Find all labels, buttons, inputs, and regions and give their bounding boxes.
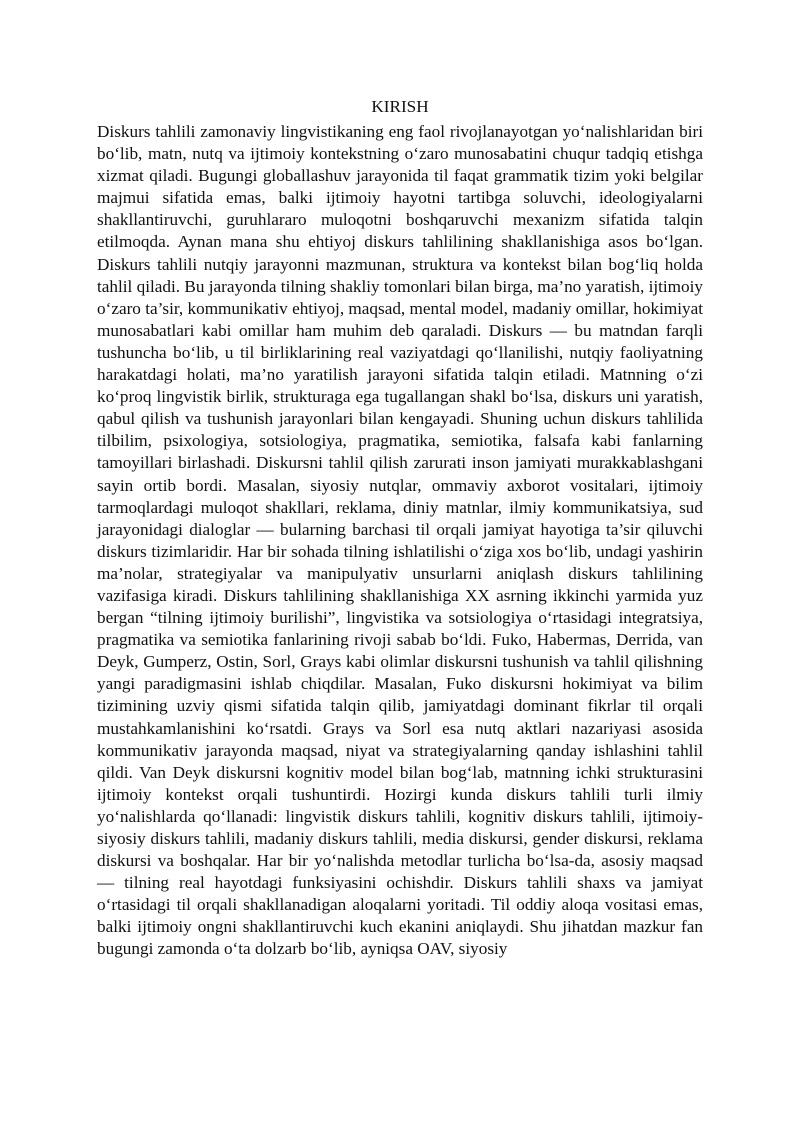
document-title: KIRISH xyxy=(371,97,429,116)
document-page xyxy=(97,96,703,961)
document-body-paragraph: Diskurs tahlili zamonaviy lingvistikaning eng faol rivojlanayotgan yo‘nalishlaridan biri bo‘lib, matn, nutq va ijtimoiy kontekstning o‘zaro munosabatini chuqur tadqiq etishga xizmat qiladi. Bugungi globallashuv jarayonida til faqat grammatik tizim yoki belgilar majmui sifatida emas, balki ijtimoiy hayotni tartibga soluvchi, ideologiyalarni shakllantiruvchi, guruhlararo muloqotni boshqaruvchi mexanizm sifatida talqin etilmoqda. Aynan mana shu ehtiyoj diskurs tahlilining shakllanishiga asos bo‘lgan. Diskurs tahlili nutqiy jarayonni mazmunan, struktura va kontekst bilan bog‘liq holda tahlil qiladi. Bu jarayonda tilning shakliy tomonlari bilan birga, ma’no yaratish, ijtimoiy o‘zaro ta’sir, kommunikativ ehtiyoj, maqsad, mental model, madaniy omillar, hokimiyat munosabatlari kabi omillar ham muhim deb qaraladi. Diskurs — bu matndan farqli tushuncha bo‘lib, u til birliklarining real vaziyatdagi qo‘llanilishi, nutqiy faoliyatning harakatdagi holati, ma’no yaratilish jarayoni sifatida talqin etiladi. Matnning o‘zi ko‘proq lingvistik birlik, strukturaga ega tugallangan shakl bo‘lsa, diskurs uni yaratish, qabul qilish va tushunish jarayonlari bilan kengayadi. Shuning uchun diskurs tahlilida tilbilim, psixologiya, sotsiologiya, pragmatika, semiotika, falsafa kabi fanlarning tamoyillari birlashadi. Diskursni tahlil qilish zarurati inson jamiyati murakkablashgani sayin ortib bordi. Masalan, siyosiy nutqlar, ommaviy axborot vositalari, ijtimoiy tarmoqlardagi muloqot shakllari, reklama, diniy matnlar, ilmiy kommunikatsiya, sud jarayonidagi dialoglar — bularning barchasi til orqali jamiyat hayotiga ta’sir qiluvchi diskurs tizimlaridir. Har bir sohada tilning ishlatilishi o‘ziga xos bo‘lib, undagi yashirin ma’nolar, strategiyalar va manipulyativ unsurlarni aniqlash diskurs tahlilining vazifasiga kiradi. Diskurs tahlilining shakllanishiga XX asrning ikkinchi yarmida yuz bergan “tilning ijtimoiy burilishi”, lingvistika va sotsiologiya o‘rtasidagi integratsiya, pragmatika va semiotika fanlarining rivoji sabab bo‘ldi. Fuko, Habermas, Derrida, van Deyk, Gumperz, Ostin, Sorl, Grays kabi olimlar diskursni tushunish va tahlil qilishning yangi paradigmasini ishlab chiqdilar. Masalan, Fuko diskursni hokimiyat va bilim tizimining uzviy qismi sifatida talqin qilib, jamiyatdagi dominant fikrlar til orqali mustahkamlanishini ko‘rsatdi. Grays va Sorl esa nutq aktlari nazariyasi asosida kommunikativ jarayonda maqsad, niyat va strategiyalarning qanday ishlashini tahlil qildi. Van Deyk diskursni kognitiv model bilan bog‘lab, matnning ichki strukturasini ijtimoiy kontekst orqali tushuntirdi. Hozirgi kunda diskurs tahlili turli ilmiy yo‘nalishlarda qo‘llanadi: lingvistik diskurs tahlili, kognitiv diskurs tahlili, ijtimoiy-siyosiy diskurs tahlili, madaniy diskurs tahlili, media diskursi, gender diskursi, reklama diskursi va boshqalar. Har bir yo‘nalishda metodlar turlicha bo‘lsa-da, asosiy maqsad — tilning real hayotdagi funksiyasini ochishdir. Diskurs tahlili shaxs va jamiyat o‘rtasidagi til orqali shakllanadigan aloqalarni yoritadi. Til oddiy aloqa vositasi emas, balki ijtimoiy ongni shakllantiruvchi kuch ekanini aniqlaydi. Shu jihatdan mazkur fan bugungi zamonda o‘ta dolzarb bo‘lib, ayniqsa OAV, siyosiy xyxy=(97,122,703,959)
